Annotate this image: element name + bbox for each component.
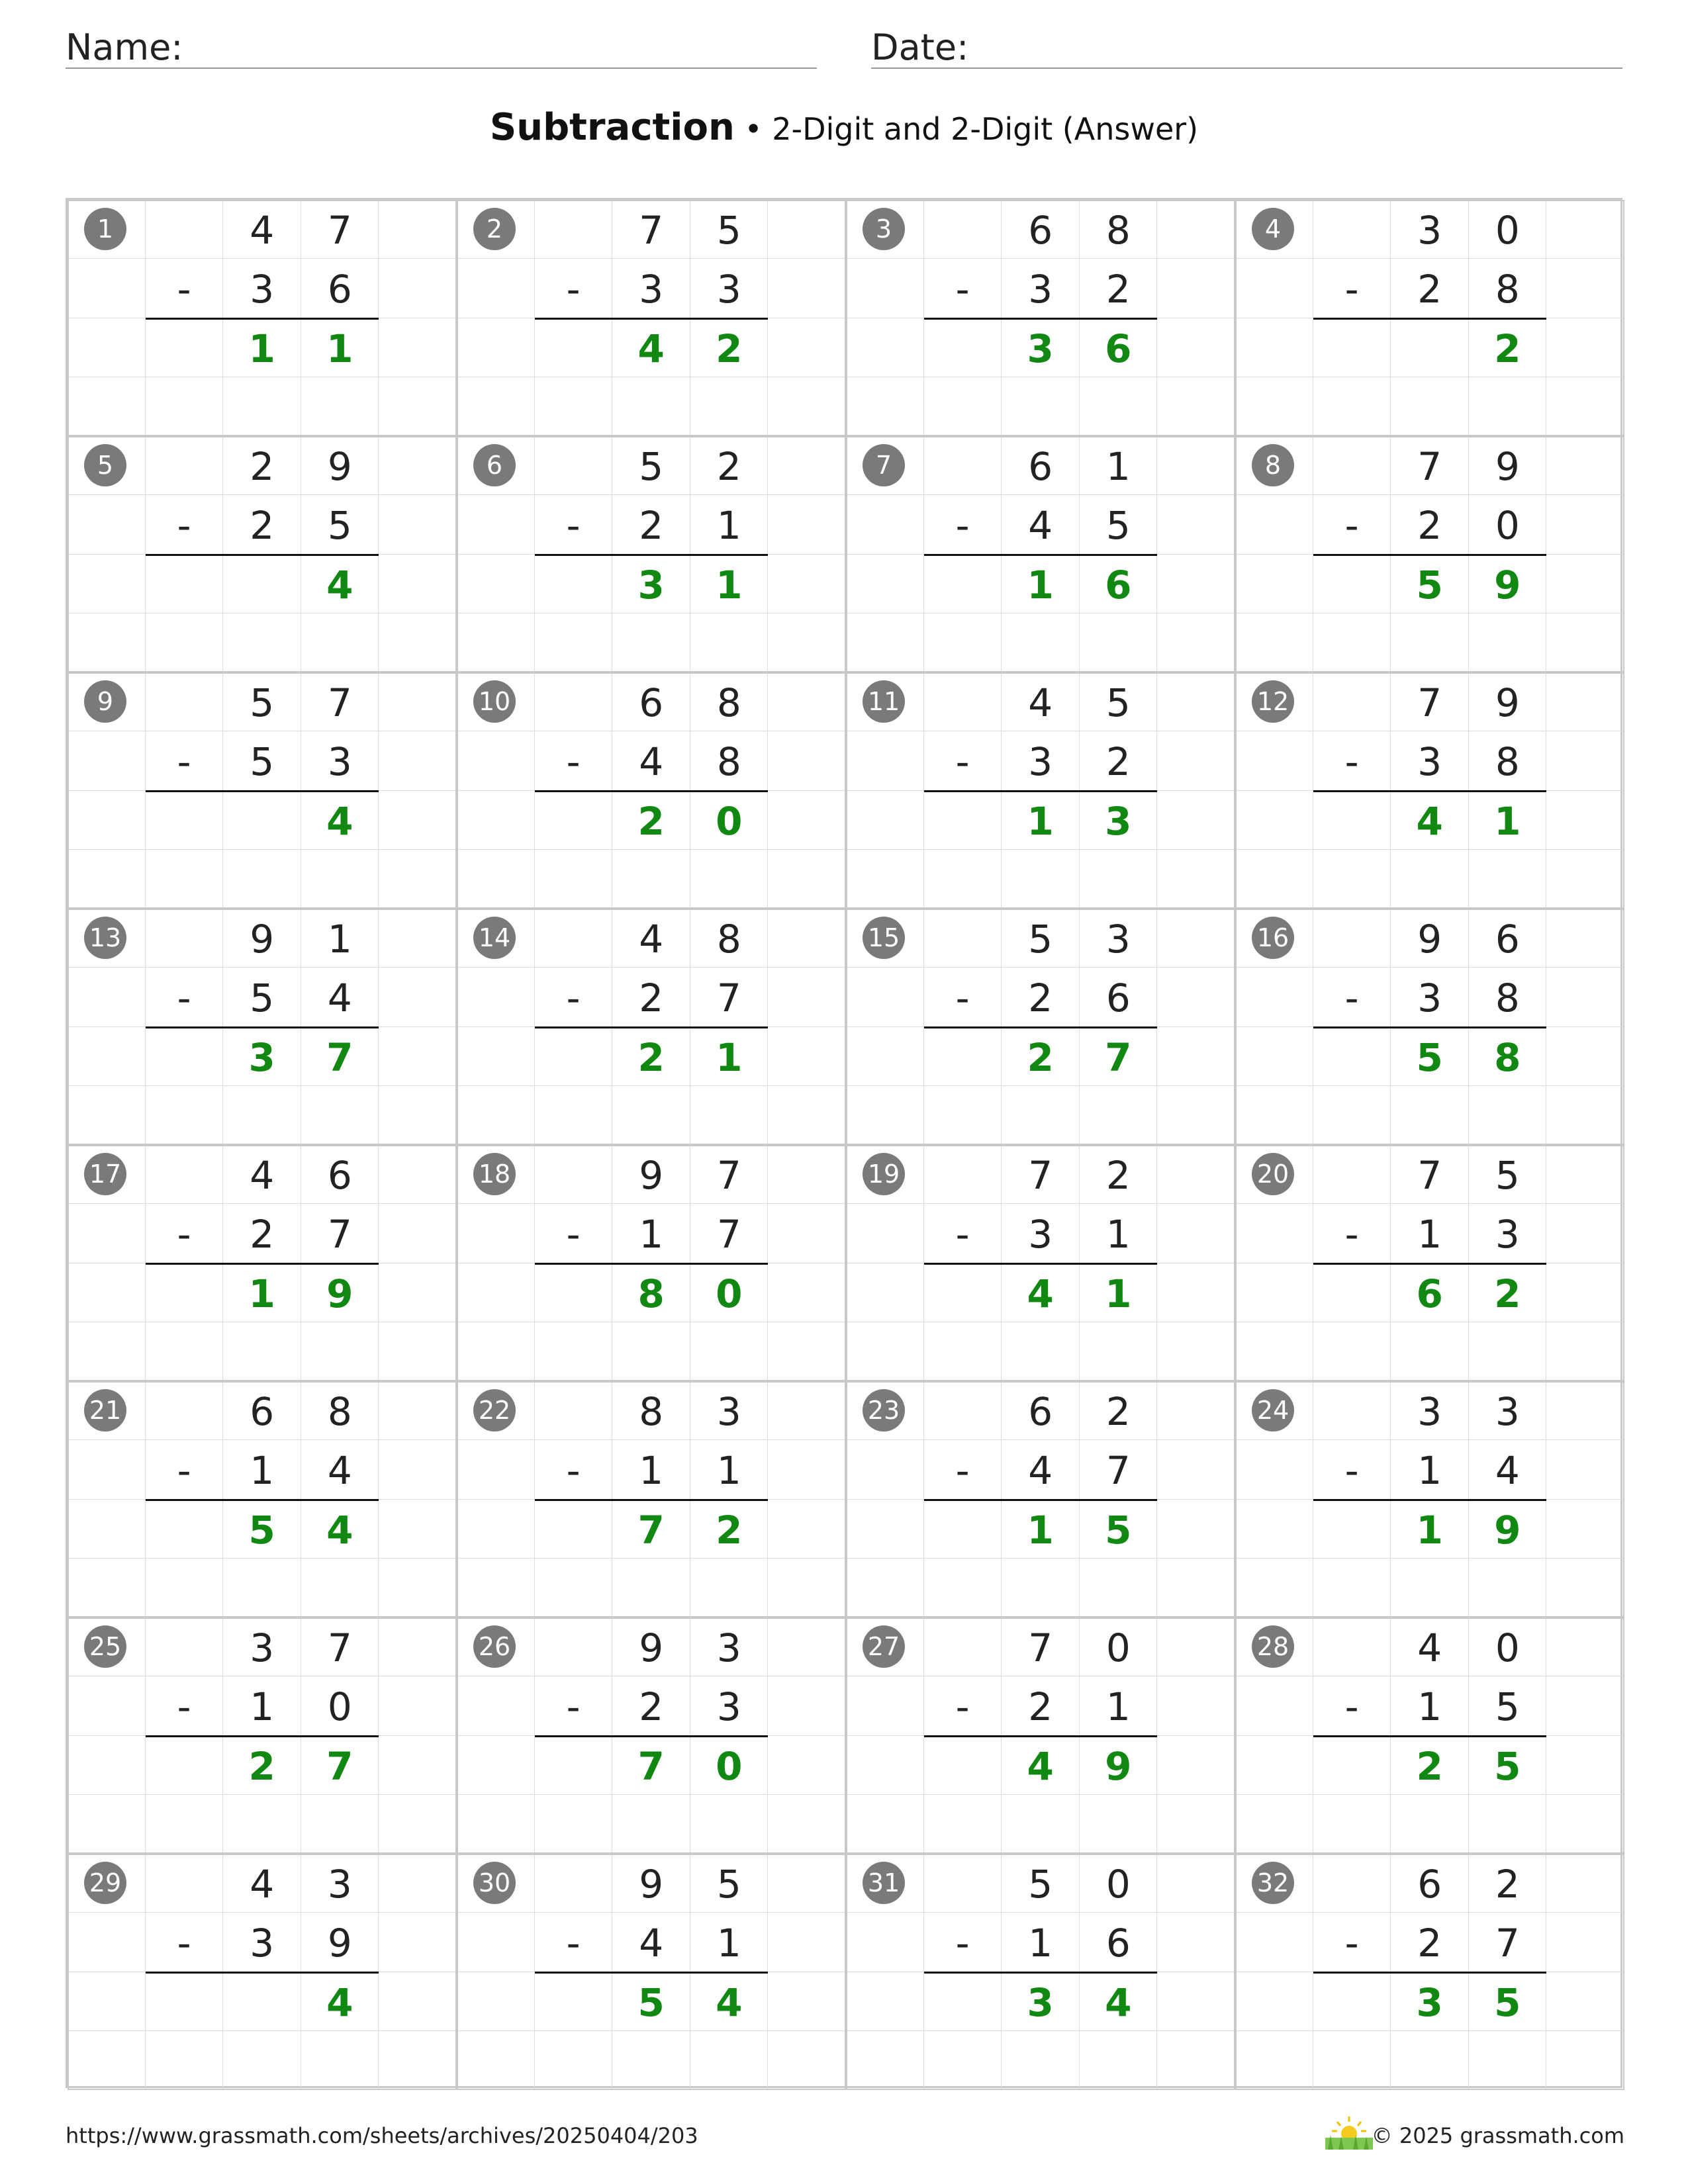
answer-tens: 2 xyxy=(637,798,665,844)
subtrahend-tens: 1 xyxy=(1028,1921,1053,1966)
minuend-ones: 9 xyxy=(1495,444,1520,489)
minus-sign: - xyxy=(177,1684,191,1730)
subtrahend-tens: 1 xyxy=(250,1684,275,1730)
answer-tens: 3 xyxy=(637,562,665,608)
minuend-ones: 5 xyxy=(716,208,741,253)
subtrahend-ones: 0 xyxy=(1495,503,1520,549)
answer-rule xyxy=(146,318,379,320)
subtrahend-tens: 3 xyxy=(1417,739,1442,785)
answer-ones: 1 xyxy=(1494,798,1521,844)
answer-ones: 4 xyxy=(716,1979,743,2025)
minuend-tens: 4 xyxy=(250,1862,275,1907)
minus-sign: - xyxy=(1344,739,1359,785)
subtrahend-ones: 2 xyxy=(1105,739,1131,785)
minuend-ones: 0 xyxy=(1105,1625,1131,1670)
minuend-tens: 3 xyxy=(1417,1389,1442,1434)
minuend-ones: 0 xyxy=(1495,1625,1520,1670)
minuend-tens: 7 xyxy=(1028,1625,1053,1670)
minuend-tens: 4 xyxy=(1417,1625,1442,1670)
answer-rule xyxy=(924,1972,1158,1974)
subtrahend-ones: 5 xyxy=(1495,1684,1520,1730)
answer-ones: 2 xyxy=(716,326,743,371)
answer-ones: 0 xyxy=(716,1743,743,1789)
subtrahend-tens: 2 xyxy=(639,503,664,549)
subtrahend-ones: 6 xyxy=(1105,1921,1131,1966)
answer-rule xyxy=(1313,1263,1547,1265)
answer-tens: 3 xyxy=(248,1034,275,1080)
subtrahend-ones: 1 xyxy=(1105,1684,1131,1730)
answer-tens: 3 xyxy=(1027,1979,1054,2025)
answer-rule xyxy=(1313,1972,1547,1974)
minuend-tens: 7 xyxy=(1028,1153,1053,1198)
subtrahend-tens: 2 xyxy=(639,1684,664,1730)
minus-sign: - xyxy=(177,739,191,785)
answer-tens: 7 xyxy=(637,1507,665,1553)
problem-number-badge: 26 xyxy=(473,1625,516,1668)
answer-rule xyxy=(924,1026,1158,1028)
minuend-tens: 4 xyxy=(250,208,275,253)
minuend-tens: 4 xyxy=(1028,680,1053,725)
subtrahend-ones: 2 xyxy=(1105,267,1131,312)
answer-tens: 2 xyxy=(637,1034,665,1080)
minuend-tens: 6 xyxy=(639,680,664,725)
minuend-ones: 0 xyxy=(1495,208,1520,253)
minuend-ones: 6 xyxy=(1495,917,1520,962)
footer-url: https://www.grassmath.com/sheets/archives/20250404/203 xyxy=(66,2123,698,2148)
answer-ones: 5 xyxy=(1494,1743,1521,1789)
answer-rule xyxy=(146,1263,379,1265)
minuend-ones: 3 xyxy=(1105,917,1131,962)
minuend-ones: 2 xyxy=(1495,1862,1520,1907)
minus-sign: - xyxy=(177,1921,191,1966)
minus-sign: - xyxy=(177,1212,191,1257)
subtrahend-tens: 2 xyxy=(250,1212,275,1257)
minus-sign: - xyxy=(177,1448,191,1494)
problem-number-badge: 4 xyxy=(1252,208,1294,250)
subtrahend-tens: 1 xyxy=(1417,1448,1442,1494)
problem-number-badge: 25 xyxy=(84,1625,126,1668)
subtrahend-tens: 4 xyxy=(639,1921,664,1966)
subtrahend-tens: 2 xyxy=(1028,976,1053,1021)
subtrahend-tens: 2 xyxy=(639,976,664,1021)
minus-sign: - xyxy=(955,739,970,785)
answer-rule xyxy=(924,1499,1158,1501)
problem-number-badge: 17 xyxy=(84,1153,126,1195)
subtrahend-tens: 3 xyxy=(1028,1212,1053,1257)
minuend-ones: 9 xyxy=(1495,680,1520,725)
minus-sign: - xyxy=(566,1921,581,1966)
answer-ones: 2 xyxy=(1494,326,1521,371)
answer-rule xyxy=(535,554,769,556)
problem-number-badge: 10 xyxy=(473,680,516,723)
minuend-tens: 7 xyxy=(1417,444,1442,489)
problem-number-badge: 11 xyxy=(863,680,905,723)
problem-number-badge: 21 xyxy=(84,1389,126,1432)
title-main: Subtraction xyxy=(489,106,735,149)
title-subtitle: • 2-Digit and 2-Digit (Answer) xyxy=(734,111,1199,147)
minus-sign: - xyxy=(1344,1684,1359,1730)
subtrahend-tens: 5 xyxy=(250,739,275,785)
minus-sign: - xyxy=(566,267,581,312)
minuend-tens: 6 xyxy=(1417,1862,1442,1907)
subtrahend-tens: 3 xyxy=(250,267,275,312)
subtrahend-tens: 3 xyxy=(1417,976,1442,1021)
minuend-tens: 7 xyxy=(639,208,664,253)
subtrahend-tens: 2 xyxy=(250,503,275,549)
subtrahend-tens: 4 xyxy=(1028,503,1053,549)
answer-rule xyxy=(924,790,1158,792)
answer-tens: 5 xyxy=(248,1507,275,1553)
subtrahend-ones: 8 xyxy=(716,739,741,785)
minus-sign: - xyxy=(1344,1921,1359,1966)
answer-ones: 5 xyxy=(1494,1979,1521,2025)
minus-sign: - xyxy=(566,503,581,549)
problem-number-badge: 5 xyxy=(84,444,126,486)
minuend-ones: 5 xyxy=(1105,680,1131,725)
problem-number-badge: 31 xyxy=(863,1862,905,1904)
answer-rule xyxy=(535,1972,769,1974)
subtrahend-ones: 7 xyxy=(1495,1921,1520,1966)
subtrahend-tens: 3 xyxy=(250,1921,275,1966)
answer-ones: 9 xyxy=(1494,562,1521,608)
answer-tens: 4 xyxy=(1027,1743,1054,1789)
problem-number-badge: 13 xyxy=(84,917,126,959)
minuend-ones: 1 xyxy=(1105,444,1131,489)
answer-tens: 1 xyxy=(1027,798,1054,844)
minuend-ones: 7 xyxy=(327,1625,352,1670)
minuend-tens: 5 xyxy=(1028,1862,1053,1907)
answer-ones: 4 xyxy=(326,798,353,844)
footer-copyright: © 2025 grassmath.com xyxy=(1371,2123,1624,2148)
minuend-ones: 0 xyxy=(1105,1862,1131,1907)
subtrahend-ones: 7 xyxy=(327,1212,352,1257)
minuend-tens: 5 xyxy=(639,444,664,489)
subtrahend-ones: 7 xyxy=(716,976,741,1021)
subtrahend-tens: 1 xyxy=(250,1448,275,1494)
problem-number-badge: 28 xyxy=(1252,1625,1294,1668)
answer-rule xyxy=(146,790,379,792)
subtrahend-tens: 1 xyxy=(1417,1684,1442,1730)
subtrahend-tens: 3 xyxy=(639,267,664,312)
minuend-ones: 5 xyxy=(716,1862,741,1907)
problem-number-badge: 8 xyxy=(1252,444,1294,486)
answer-rule xyxy=(146,554,379,556)
answer-rule xyxy=(924,1735,1158,1737)
answer-rule xyxy=(924,554,1158,556)
answer-tens: 1 xyxy=(1027,1507,1054,1553)
minuend-ones: 3 xyxy=(327,1862,352,1907)
subtrahend-ones: 7 xyxy=(1105,1448,1131,1494)
minuend-tens: 3 xyxy=(1417,208,1442,253)
answer-tens: 2 xyxy=(1416,1743,1443,1789)
answer-tens: 1 xyxy=(1027,562,1054,608)
subtrahend-ones: 5 xyxy=(327,503,352,549)
answer-rule xyxy=(1313,1026,1547,1028)
minus-sign: - xyxy=(955,1212,970,1257)
minuend-tens: 5 xyxy=(250,680,275,725)
problem-number-badge: 22 xyxy=(473,1389,516,1432)
minuend-tens: 6 xyxy=(1028,208,1053,253)
subtrahend-tens: 1 xyxy=(639,1212,664,1257)
minuend-tens: 5 xyxy=(1028,917,1053,962)
minuend-tens: 6 xyxy=(1028,444,1053,489)
problem-number-badge: 9 xyxy=(84,680,126,723)
subtrahend-tens: 4 xyxy=(639,739,664,785)
answer-ones: 2 xyxy=(716,1507,743,1553)
answer-rule xyxy=(535,1735,769,1737)
answer-rule xyxy=(146,1972,379,1974)
answer-ones: 1 xyxy=(1105,1271,1132,1316)
minuend-tens: 8 xyxy=(639,1389,664,1434)
answer-ones: 4 xyxy=(326,1979,353,2025)
answer-tens: 5 xyxy=(637,1979,665,2025)
minuend-tens: 2 xyxy=(250,444,275,489)
problem-number-badge: 20 xyxy=(1252,1153,1294,1195)
answer-ones: 5 xyxy=(1105,1507,1132,1553)
subtrahend-tens: 1 xyxy=(639,1448,664,1494)
answer-tens: 1 xyxy=(248,1271,275,1316)
minuend-ones: 2 xyxy=(1105,1389,1131,1434)
minuend-ones: 3 xyxy=(716,1389,741,1434)
problem-number-badge: 18 xyxy=(473,1153,516,1195)
minuend-ones: 7 xyxy=(327,680,352,725)
problem-number-badge: 2 xyxy=(473,208,516,250)
minus-sign: - xyxy=(566,1684,581,1730)
problem-number-badge: 32 xyxy=(1252,1862,1294,1904)
answer-rule xyxy=(535,1026,769,1028)
answer-tens: 1 xyxy=(1416,1507,1443,1553)
problem-number-badge: 7 xyxy=(863,444,905,486)
minuend-tens: 9 xyxy=(1417,917,1442,962)
problem-number-badge: 29 xyxy=(84,1862,126,1904)
minuend-ones: 9 xyxy=(327,444,352,489)
subtrahend-tens: 2 xyxy=(1417,1921,1442,1966)
problem-number-badge: 19 xyxy=(863,1153,905,1195)
problem-number-badge: 27 xyxy=(863,1625,905,1668)
answer-rule xyxy=(146,1026,379,1028)
minus-sign: - xyxy=(955,1921,970,1966)
minuend-ones: 8 xyxy=(716,917,741,962)
subtrahend-ones: 8 xyxy=(1495,267,1520,312)
problem-number-badge: 6 xyxy=(473,444,516,486)
answer-tens: 2 xyxy=(248,1743,275,1789)
answer-ones: 8 xyxy=(1494,1034,1521,1080)
minuend-ones: 8 xyxy=(716,680,741,725)
answer-rule xyxy=(146,1499,379,1501)
minus-sign: - xyxy=(955,267,970,312)
subtrahend-ones: 1 xyxy=(716,1921,741,1966)
answer-rule xyxy=(924,1263,1158,1265)
page-title xyxy=(0,106,1688,149)
answer-tens: 6 xyxy=(1416,1271,1443,1316)
answer-rule xyxy=(1313,318,1547,320)
minus-sign: - xyxy=(177,503,191,549)
minuend-ones: 6 xyxy=(327,1153,352,1198)
answer-ones: 9 xyxy=(1105,1743,1132,1789)
name-label: Name: xyxy=(66,26,183,68)
subtrahend-ones: 1 xyxy=(716,503,741,549)
answer-ones: 6 xyxy=(1105,562,1132,608)
subtrahend-tens: 3 xyxy=(1028,739,1053,785)
answer-ones: 4 xyxy=(326,1507,353,1553)
minuend-tens: 9 xyxy=(639,1862,664,1907)
subtrahend-tens: 4 xyxy=(1028,1448,1053,1494)
answer-tens: 4 xyxy=(1416,798,1443,844)
answer-tens: 8 xyxy=(637,1271,665,1316)
problem-number-badge: 12 xyxy=(1252,680,1294,723)
answer-tens: 3 xyxy=(1416,1979,1443,2025)
answer-ones: 4 xyxy=(1105,1979,1132,2025)
minuend-ones: 8 xyxy=(327,1389,352,1434)
answer-ones: 1 xyxy=(326,326,353,371)
minuend-tens: 7 xyxy=(1417,680,1442,725)
minuend-ones: 7 xyxy=(716,1153,741,1198)
subtrahend-tens: 2 xyxy=(1417,503,1442,549)
subtrahend-ones: 5 xyxy=(1105,503,1131,549)
minuend-ones: 1 xyxy=(327,917,352,962)
minus-sign: - xyxy=(1344,503,1359,549)
problem-number-badge: 14 xyxy=(473,917,516,959)
minuend-ones: 3 xyxy=(1495,1389,1520,1434)
answer-rule xyxy=(1313,790,1547,792)
subtrahend-ones: 6 xyxy=(327,267,352,312)
answer-tens: 3 xyxy=(1027,326,1054,371)
answer-rule xyxy=(924,318,1158,320)
minuend-tens: 6 xyxy=(1028,1389,1053,1434)
answer-tens: 4 xyxy=(637,326,665,371)
answer-ones: 2 xyxy=(1494,1271,1521,1316)
problem-number-badge: 30 xyxy=(473,1862,516,1904)
name-line xyxy=(66,68,817,69)
minuend-tens: 3 xyxy=(250,1625,275,1670)
answer-tens: 5 xyxy=(1416,562,1443,608)
minuend-ones: 8 xyxy=(1105,208,1131,253)
minus-sign: - xyxy=(566,976,581,1021)
minus-sign: - xyxy=(1344,1212,1359,1257)
minuend-tens: 9 xyxy=(639,1625,664,1670)
answer-ones: 1 xyxy=(716,562,743,608)
answer-ones: 9 xyxy=(326,1271,353,1316)
minus-sign: - xyxy=(1344,1448,1359,1494)
date-line xyxy=(871,68,1622,69)
grass-sun-icon xyxy=(1323,2115,1376,2150)
minuend-tens: 9 xyxy=(639,1153,664,1198)
minus-sign: - xyxy=(177,976,191,1021)
answer-rule xyxy=(146,1735,379,1737)
answer-tens: 1 xyxy=(248,326,275,371)
minus-sign: - xyxy=(1344,976,1359,1021)
minuend-ones: 5 xyxy=(1495,1153,1520,1198)
subtrahend-tens: 1 xyxy=(1417,1212,1442,1257)
date-label: Date: xyxy=(871,26,969,68)
problem-number-badge: 1 xyxy=(84,208,126,250)
minus-sign: - xyxy=(955,976,970,1021)
minuend-ones: 2 xyxy=(716,444,741,489)
minus-sign: - xyxy=(1344,267,1359,312)
subtrahend-ones: 0 xyxy=(327,1684,352,1730)
subtrahend-tens: 2 xyxy=(1028,1684,1053,1730)
subtrahend-ones: 6 xyxy=(1105,976,1131,1021)
problem-number-badge: 23 xyxy=(863,1389,905,1432)
subtrahend-ones: 9 xyxy=(327,1921,352,1966)
minuend-tens: 7 xyxy=(1417,1153,1442,1198)
subtrahend-ones: 8 xyxy=(1495,976,1520,1021)
problem-grid xyxy=(66,198,1622,2088)
problem-number-badge: 16 xyxy=(1252,917,1294,959)
answer-ones: 1 xyxy=(716,1034,743,1080)
minus-sign: - xyxy=(566,739,581,785)
answer-ones: 0 xyxy=(716,1271,743,1316)
answer-ones: 3 xyxy=(1105,798,1132,844)
subtrahend-ones: 3 xyxy=(716,267,741,312)
minuend-tens: 6 xyxy=(250,1389,275,1434)
minus-sign: - xyxy=(566,1212,581,1257)
minus-sign: - xyxy=(955,503,970,549)
minus-sign: - xyxy=(955,1684,970,1730)
answer-ones: 7 xyxy=(326,1034,353,1080)
minus-sign: - xyxy=(177,267,191,312)
minuend-tens: 9 xyxy=(250,917,275,962)
answer-rule xyxy=(1313,554,1547,556)
minuend-tens: 4 xyxy=(250,1153,275,1198)
problem-number-badge: 24 xyxy=(1252,1389,1294,1432)
minuend-ones: 2 xyxy=(1105,1153,1131,1198)
answer-rule xyxy=(1313,1499,1547,1501)
subtrahend-ones: 8 xyxy=(1495,739,1520,785)
subtrahend-ones: 7 xyxy=(716,1212,741,1257)
minus-sign: - xyxy=(955,1448,970,1494)
answer-tens: 5 xyxy=(1416,1034,1443,1080)
minus-sign: - xyxy=(566,1448,581,1494)
answer-rule xyxy=(1313,1735,1547,1737)
answer-ones: 0 xyxy=(716,798,743,844)
subtrahend-ones: 4 xyxy=(327,976,352,1021)
subtrahend-tens: 5 xyxy=(250,976,275,1021)
answer-rule xyxy=(535,1499,769,1501)
minuend-tens: 4 xyxy=(639,917,664,962)
problem-number-badge: 3 xyxy=(863,208,905,250)
subtrahend-ones: 1 xyxy=(716,1448,741,1494)
subtrahend-ones: 4 xyxy=(1495,1448,1520,1494)
answer-rule xyxy=(535,318,769,320)
answer-ones: 9 xyxy=(1494,1507,1521,1553)
subtrahend-ones: 3 xyxy=(327,739,352,785)
answer-tens: 4 xyxy=(1027,1271,1054,1316)
subtrahend-ones: 3 xyxy=(1495,1212,1520,1257)
answer-ones: 4 xyxy=(326,562,353,608)
minuend-ones: 3 xyxy=(716,1625,741,1670)
answer-ones: 6 xyxy=(1105,326,1132,371)
problem-number-badge: 15 xyxy=(863,917,905,959)
answer-rule xyxy=(535,790,769,792)
answer-ones: 7 xyxy=(326,1743,353,1789)
subtrahend-ones: 4 xyxy=(327,1448,352,1494)
answer-tens: 2 xyxy=(1027,1034,1054,1080)
minuend-ones: 7 xyxy=(327,208,352,253)
answer-ones: 7 xyxy=(1105,1034,1132,1080)
subtrahend-ones: 3 xyxy=(716,1684,741,1730)
answer-tens: 7 xyxy=(637,1743,665,1789)
subtrahend-ones: 1 xyxy=(1105,1212,1131,1257)
subtrahend-tens: 3 xyxy=(1028,267,1053,312)
answer-rule xyxy=(535,1263,769,1265)
subtrahend-tens: 2 xyxy=(1417,267,1442,312)
